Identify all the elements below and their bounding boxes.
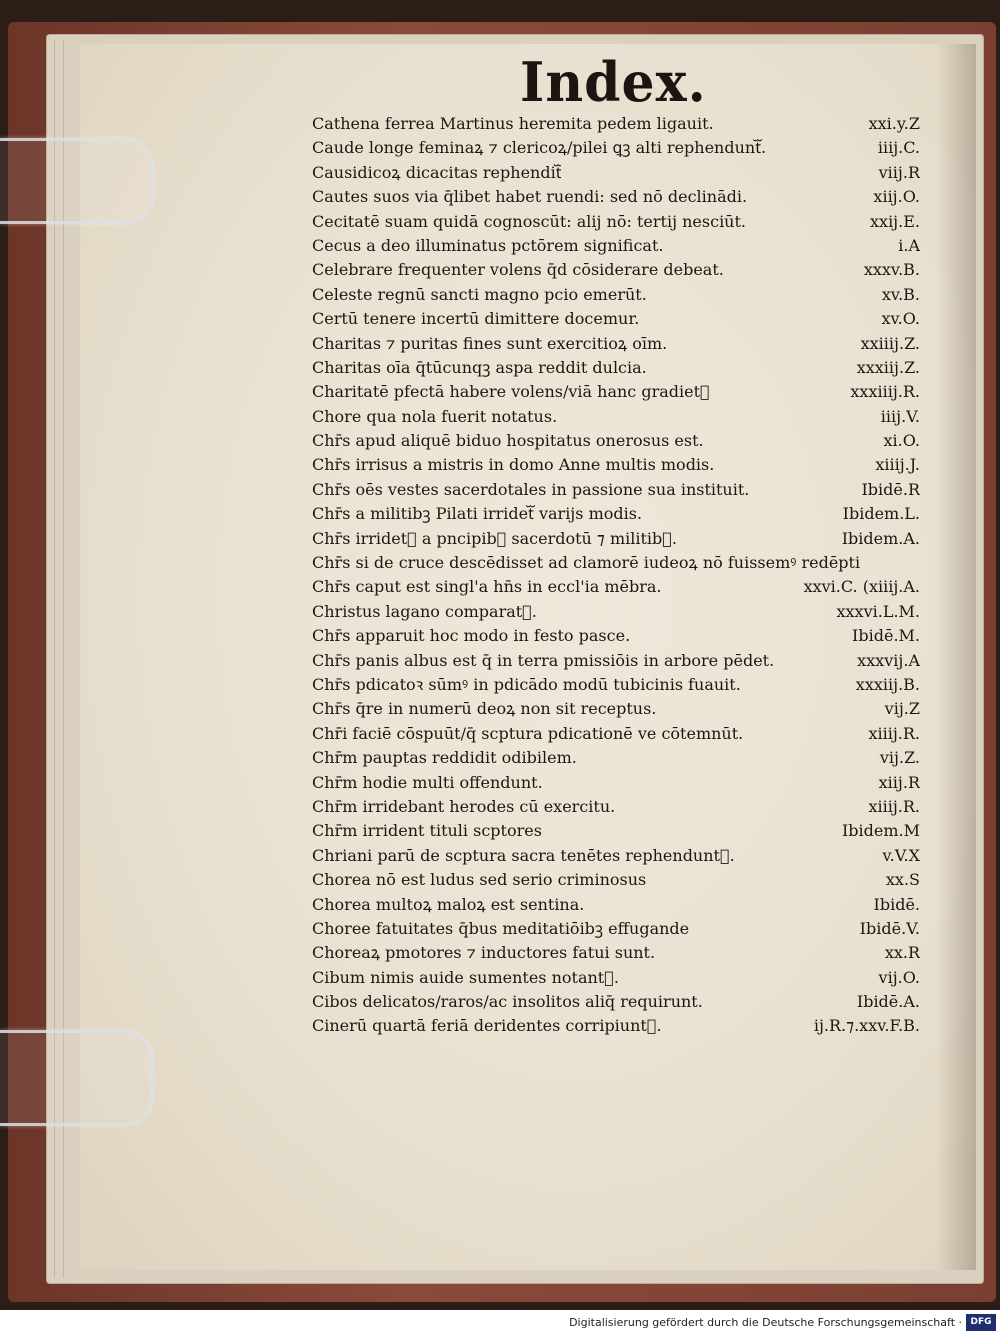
entry-text: Chr̄s pdicatoꝛ sūmꝰ in pdicādo modū tubicinis fuauit. — [312, 674, 741, 694]
index-entry — [312, 673, 920, 697]
entry-reference: xxxvi.L.M. — [836, 601, 920, 621]
index-entry — [312, 551, 920, 575]
entry-text: Certū tenere incertū dimittere docemur. — [312, 309, 640, 329]
entry-text: Chr̄s si de cruce descēdisset ad clamorē iudeoꝝ nō fuissemꝰ redēpti — [312, 553, 861, 573]
entry-text: Choreaꝝ pmotores ⁊ inductores fatui sunt. — [312, 943, 656, 963]
index-entry — [312, 234, 920, 258]
entry-reference: xxxiij.Z. — [856, 357, 920, 377]
entry-reference: Ibidem.A. — [841, 528, 920, 548]
index-entry — [312, 990, 920, 1014]
index-entry — [312, 600, 920, 624]
entry-reference: Ibidē.R — [861, 479, 920, 499]
entry-reference: vij.Z — [884, 699, 920, 719]
entry-text: Cecitatē suam quidā cognoscūt: alij nō: tertij nesciūt. — [312, 211, 746, 231]
index-entry — [312, 697, 920, 721]
index-entry — [312, 795, 920, 819]
entry-reference: xiij.O. — [873, 187, 920, 207]
entry-text: Chr̄s irrisus a mistris in domo Anne multis modis. — [312, 455, 715, 475]
entry-text: Chr̄i faciē cōspuūt/q̄ scptura pdicationē ve cōtemnūt. — [312, 723, 744, 743]
index-entry — [312, 1014, 920, 1038]
entry-text: Chr̄s q̄re in numerū deoꝝ non sit receptus. — [312, 699, 657, 719]
entry-text: Celeste regnū sancti magno pcio emerūt. — [312, 284, 647, 304]
entry-text: Cautes suos via q̄libet habet ruendi: sed nō declinādi. — [312, 187, 748, 207]
index-entry — [312, 844, 920, 868]
entry-text: Celebrare frequenter volens q̄d cōsiderare debeat. — [312, 260, 724, 280]
entry-reference: xiij.R — [878, 772, 920, 792]
entry-text: Cecus a deo illuminatus pctōrem significat. — [312, 235, 664, 255]
entry-reference: xiiij.J. — [875, 455, 920, 475]
entry-reference: vij.Z. — [879, 748, 920, 768]
entry-reference: ij.R.⁊.xxv.F.B. — [813, 1016, 920, 1036]
index-entries — [312, 112, 920, 1039]
index-entry — [312, 210, 920, 234]
footer-bar — [0, 1310, 1000, 1336]
funding-credit: Digitalisierung gefördert durch die Deutsche Forschungsgemeinschaft · — [569, 1316, 962, 1329]
entry-text: Cibum nimis auide sumentes notantᷓ. — [312, 967, 619, 987]
index-entry — [312, 868, 920, 892]
spine-shadow — [936, 44, 976, 1270]
entry-reference: xxxv.B. — [863, 260, 920, 280]
entry-text: Charitas oīa q̄tūcunqꝫ aspa reddit dulcia. — [312, 357, 647, 377]
entry-reference: xxij.E. — [870, 211, 920, 231]
dfg-logo: DFG — [966, 1314, 996, 1331]
entry-reference: xxiiij.Z. — [860, 333, 920, 353]
index-entry — [312, 966, 920, 990]
index-entry — [312, 258, 920, 282]
page-title: Index. — [520, 50, 707, 115]
entry-text: Causidicoꝝ dicacitas rephenditᷓ — [312, 162, 562, 182]
entry-text: Chr̄s caput est singl'a hn̄s in eccl'ia mēbra. — [312, 577, 662, 597]
entry-text: Chr̄s oēs vestes sacerdotales in passione sua instituit. — [312, 479, 750, 499]
index-entry — [312, 893, 920, 917]
entry-reference: Ibidē.V. — [859, 918, 920, 938]
index-entry — [312, 527, 920, 551]
entry-text: Chr̄m pauptas reddidit odibilem. — [312, 748, 577, 768]
index-entry — [312, 429, 920, 453]
page-clip-bottom — [0, 1030, 153, 1126]
entry-reference: xxvi.C. (xiiij.A. — [803, 577, 920, 597]
entry-reference: xi.O. — [883, 431, 920, 451]
index-entry — [312, 649, 920, 673]
index-entry — [312, 136, 920, 160]
index-entry — [312, 112, 920, 136]
entry-reference: xv.O. — [881, 309, 920, 329]
index-entry — [312, 478, 920, 502]
entry-text: Caude longe feminaꝝ ⁊ clericoꝝ/pilei ꝗꝫ alti rephenduntᷓ. — [312, 138, 767, 158]
entry-reference: Ibidem.L. — [842, 504, 920, 524]
index-entry — [312, 819, 920, 843]
entry-text: Chorea nō est ludus sed serio criminosus — [312, 870, 647, 890]
index-entry — [312, 941, 920, 965]
index-entry — [312, 380, 920, 404]
entry-text: Chore qua nola fuerit notatus. — [312, 406, 558, 426]
entry-text: Chriani parū de scptura sacra tenētes rephenduntᷓ. — [312, 845, 735, 865]
entry-text: Chr̄m hodie multi offendunt. — [312, 772, 543, 792]
entry-text: Charitatē pfectā habere volens/viā hanc gradietᷓ — [312, 382, 710, 402]
entry-text: Charitas ⁊ puritas fines sunt exercitioꝝ oīm. — [312, 333, 668, 353]
index-entry — [312, 624, 920, 648]
entry-reference: i.A — [898, 235, 920, 255]
entry-reference: xiiij.R. — [868, 723, 920, 743]
entry-text: Chr̄s apparuit hoc modo in festo pasce. — [312, 626, 631, 646]
entry-text: Cibos delicatos/raros/ac insolitos aliq̄ requirunt. — [312, 992, 703, 1012]
entry-reference: xxxiij.B. — [855, 674, 920, 694]
index-entry — [312, 771, 920, 795]
index-entry — [312, 453, 920, 477]
page-clip-top — [0, 138, 153, 224]
entry-text: Cathena ferrea Martinus heremita pedem ligauit. — [312, 114, 714, 133]
entry-text: Chr̄s apud aliquē biduo hospitatus onerosus est. — [312, 431, 704, 451]
entry-text: Choree fatuitates q̄bus meditatiōibꝫ effugande — [312, 918, 690, 938]
entry-text: Chr̄m irrident tituli scptores — [312, 821, 542, 841]
entry-reference: xiiij.R. — [868, 796, 920, 816]
entry-reference: Ibidē.A. — [856, 992, 920, 1012]
entry-reference: iiij.C. — [877, 138, 920, 158]
entry-reference: xx.S — [885, 870, 920, 890]
entry-reference: Ibidē.M. — [852, 626, 920, 646]
index-entry — [312, 356, 920, 380]
index-entry — [312, 185, 920, 209]
entry-reference: xxxvij.A — [857, 650, 920, 670]
index-entry — [312, 575, 920, 599]
index-entry — [312, 722, 920, 746]
index-entry — [312, 917, 920, 941]
entry-text: Chr̄m irridebant herodes cū exercitu. — [312, 796, 616, 816]
entry-reference: vij.O. — [878, 967, 920, 987]
index-entry — [312, 405, 920, 429]
entry-reference: xx.R — [884, 943, 920, 963]
entry-text: Chr̄s irridetᷓ a pncipibꝫ sacerdotū ⁊ militibꝫ. — [312, 528, 677, 548]
index-entry — [312, 332, 920, 356]
entry-text: Chr̄s a militibꝫ Pilati irridetᷓ varijs modis. — [312, 504, 643, 524]
entry-reference: xxi.y.Z — [868, 114, 920, 133]
entry-reference: viij.R — [878, 162, 920, 182]
entry-reference: Ibidē. — [873, 894, 920, 914]
entry-reference: xxxiiij.R. — [850, 382, 920, 402]
entry-reference: xv.B. — [881, 284, 920, 304]
index-entry — [312, 161, 920, 185]
entry-text: Chr̄s panis albus est q̄ in terra pmissiōis in arbore pēdet. — [312, 650, 775, 670]
entry-text: Chorea multoꝝ maloꝝ est sentina. — [312, 894, 585, 914]
entry-reference: v.V.X — [882, 845, 920, 865]
index-entry — [312, 746, 920, 770]
index-entry — [312, 283, 920, 307]
entry-reference: Ibidem.M — [841, 821, 920, 841]
index-entry — [312, 307, 920, 331]
entry-reference: iiij.V. — [880, 406, 920, 426]
index-entry — [312, 502, 920, 526]
entry-text: Cinerū quartā feriā deridentes corripiuntᷓ. — [312, 1016, 662, 1036]
entry-text: Christus lagano comparatᷓ. — [312, 601, 537, 621]
